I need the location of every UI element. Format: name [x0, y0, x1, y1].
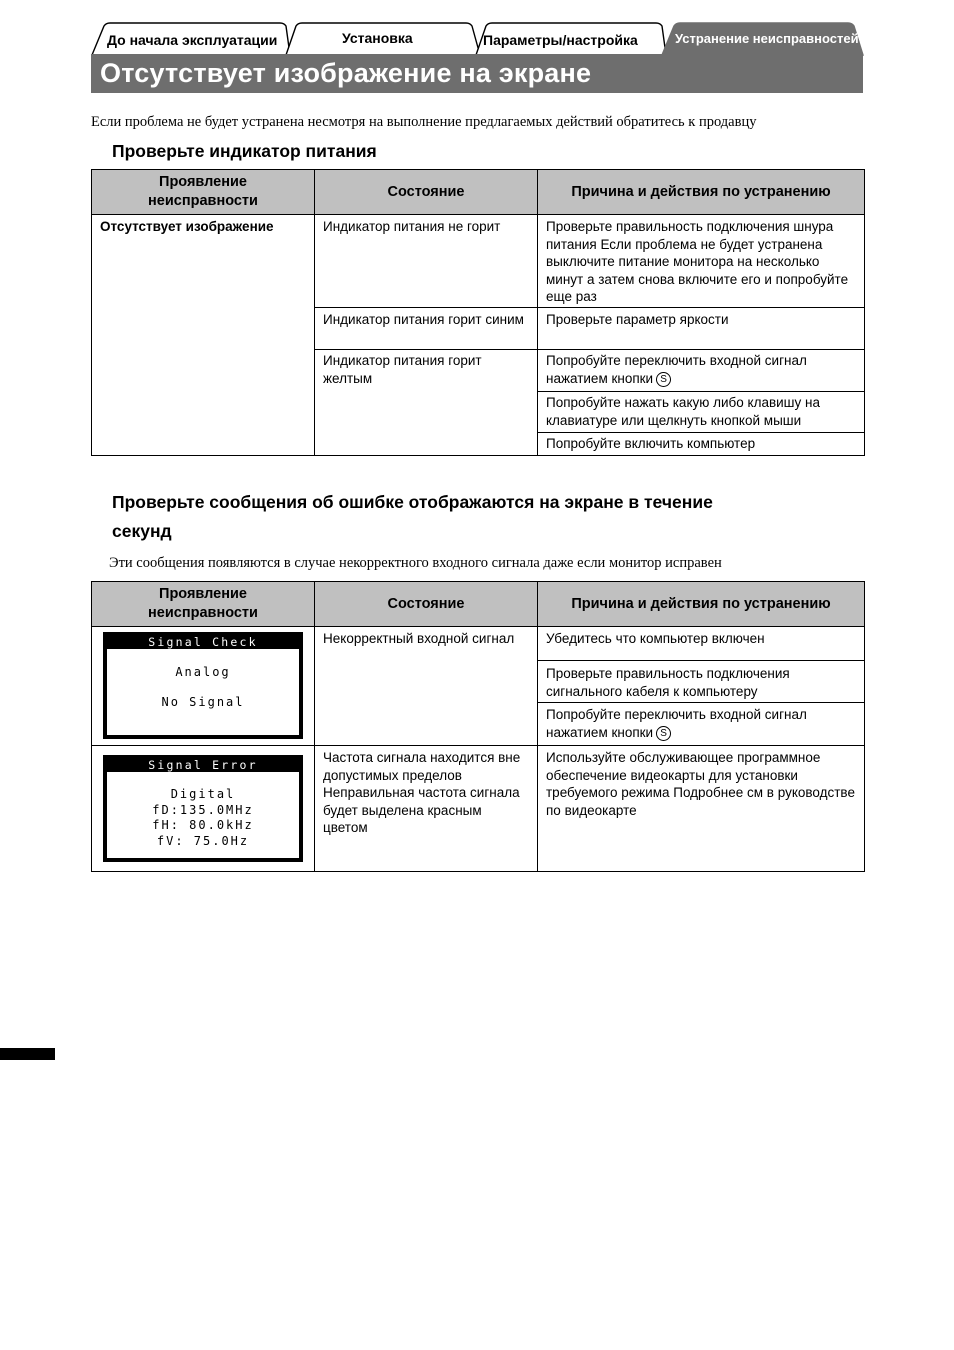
row-divider: [314, 349, 864, 350]
header-divider: [92, 626, 864, 627]
symptom-no-image: Отсутствует изображение: [100, 219, 274, 234]
signal-error-title: Signal Error: [107, 759, 299, 772]
column-divider: [537, 170, 538, 455]
signal-check-title: Signal Check: [107, 636, 299, 649]
header-symptom-line1: Проявление: [159, 586, 247, 602]
row-divider: [537, 702, 864, 703]
header-symptom-line2: неисправности: [148, 605, 258, 621]
intro-text: Если проблема не будет устранена несмотря на выполнение предлагаемых действий обратитесь к продавцу: [91, 114, 757, 130]
tab-installation[interactable]: Установка: [342, 30, 413, 46]
cause-power-cable: Проверьте правильность подключения шнура питания Если проблема не будет устранена выключите питание монитора на несколько минут а затем снова включите его и попробуйте еще раз: [546, 219, 849, 304]
error-message-table: [91, 581, 865, 872]
header-cause: Причина и действия по устранению: [538, 582, 864, 626]
column-divider: [314, 170, 315, 455]
cause-switch-input-text: Попробуйте переключить входной сигнал нажатием кнопки: [546, 707, 807, 740]
cause-switch-input: [546, 352, 860, 387]
cause-press-key: Попробуйте нажать какую либо клавишу на клавиатуре или щелкнуть кнопкой мыши: [546, 395, 820, 428]
signal-check-line: Analog: [175, 665, 231, 679]
section2-heading-line2: секунд: [112, 521, 172, 541]
signal-button-icon: S: [656, 372, 671, 387]
column-divider: [314, 582, 315, 871]
power-indicator-table: [91, 169, 865, 456]
signal-error-screen: [103, 755, 303, 862]
header-symptom-line2: неисправности: [148, 193, 258, 209]
header-symptom-line1: Проявление: [159, 174, 247, 190]
tab-troubleshooting[interactable]: Устранение неисправностей: [675, 31, 859, 46]
header-divider: [92, 214, 864, 215]
section2-heading-line1: Проверьте сообщения об ошибке отображаются на экране в течение: [112, 492, 713, 512]
state-blue: Индикатор питания горит синим: [323, 312, 524, 327]
column-divider: [537, 582, 538, 871]
header-symptom: [92, 170, 314, 214]
row-divider: [537, 660, 864, 661]
signal-error-line: fV: 75.0Hz: [156, 833, 250, 848]
cause-switch-input: [546, 706, 860, 741]
page-title-bar: [91, 54, 863, 93]
tab-settings[interactable]: Параметры/настройка: [483, 32, 638, 48]
state-yellow: Индикатор питания горит желтым: [323, 353, 482, 386]
header-state: Состояние: [315, 170, 537, 214]
cause-brightness: Проверьте параметр яркости: [546, 312, 729, 327]
header-cause: Причина и действия по устранению: [538, 170, 864, 214]
page-title: Отсутствует изображение на экране: [100, 58, 592, 88]
signal-error-line: fD:135.0MHz: [152, 802, 254, 817]
state-bad-signal: Некорректный входной сигнал: [323, 631, 515, 646]
row-divider: [537, 432, 864, 433]
state-off: Индикатор питания не горит: [323, 219, 501, 234]
section2-intro: Эти сообщения появляются в случае некорректного входного сигнала даже если монитор исправен: [109, 555, 722, 571]
signal-error-line: fH: 80.0kHz: [152, 818, 254, 832]
cause-signal-cable: Проверьте правильность подключения сигнального кабеля к компьютеру: [546, 666, 790, 699]
cause-turn-on-pc: Попробуйте включить компьютер: [546, 436, 756, 451]
signal-check-screen: [103, 632, 303, 739]
section1-heading: Проверьте индикатор питания: [112, 141, 377, 161]
signal-error-line: Digital: [170, 787, 236, 801]
state-out-of-range: Частота сигнала находится вне допустимых пределов Неправильная частота сигнала будет выделена красным цветом: [323, 750, 521, 835]
tab-before-use[interactable]: До начала эксплуатации: [107, 32, 278, 48]
row-divider: [537, 391, 864, 392]
cause-pc-on: Убедитесь что компьютер включен: [546, 631, 765, 646]
signal-check-line: No Signal: [161, 694, 245, 709]
row-divider: [92, 745, 864, 746]
header-state: Состояние: [315, 582, 537, 626]
signal-button-icon: S: [656, 726, 671, 741]
page-edge-marker: [0, 1048, 55, 1060]
cause-switch-input-text: Попробуйте переключить входной сигнал нажатием кнопки: [546, 353, 807, 386]
cause-graphics-utility: Используйте обслуживающее программное обеспечение видеокарты для установки требуемого режима Подробнее см в руководстве по видеокарте: [546, 750, 855, 818]
row-divider: [314, 307, 864, 308]
section-tabs: [90, 22, 865, 56]
header-symptom: [92, 582, 314, 626]
